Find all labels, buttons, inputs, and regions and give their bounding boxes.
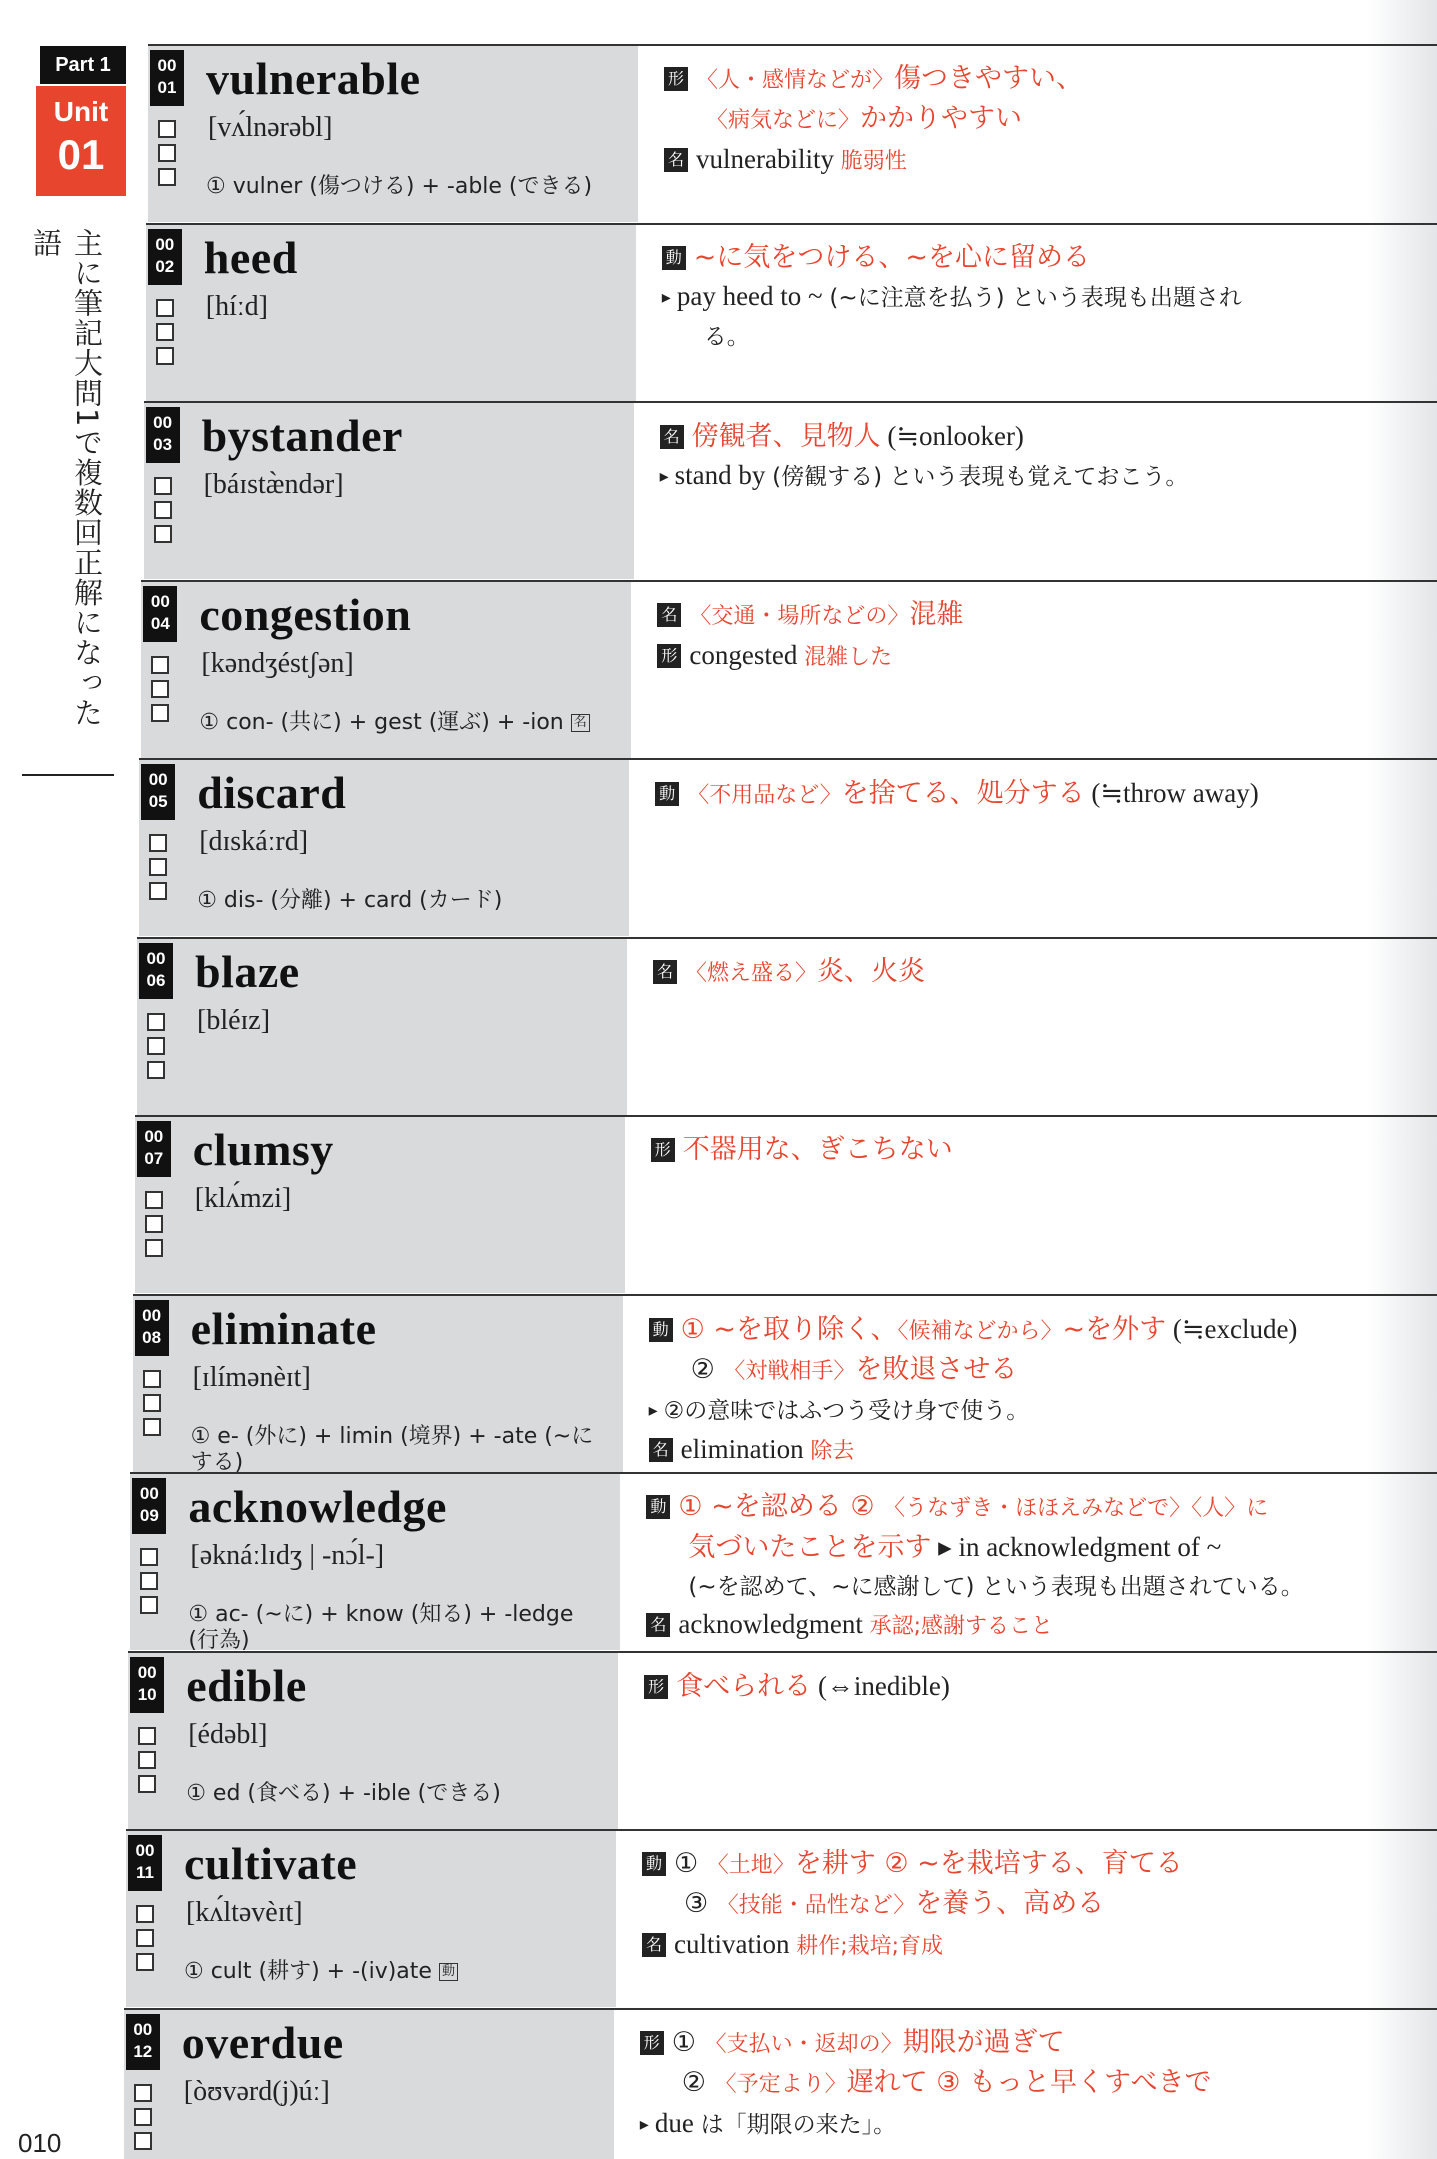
definition-text: 炎、火炎 [817, 955, 926, 987]
etymology-note [206, 174, 626, 200]
checkbox[interactable] [154, 477, 172, 495]
etymology-text: ① dis- (分離) + card (カード) [197, 888, 503, 913]
entry-number-top: 00 [133, 2019, 153, 2039]
definition-line [664, 140, 1437, 181]
definition-line [642, 1925, 1437, 1966]
definition-text: ▸ in acknowledgment of ~ [931, 1532, 1222, 1562]
definition-text: stand by [674, 460, 773, 490]
checkbox[interactable] [143, 1370, 161, 1388]
headword: cultivate [184, 1838, 358, 1889]
pronunciation: [vʌ́lnərəbl] [208, 112, 333, 143]
entry-number-bottom: 12 [133, 2041, 153, 2061]
checkbox[interactable] [138, 1751, 156, 1769]
checkbox[interactable] [145, 1239, 163, 1257]
definition-text: ② [681, 2066, 715, 2098]
vocab-entry [144, 401, 1437, 579]
etymology-text: ① e- (外に) + limin (境界) + -ate (~にする) [190, 1423, 594, 1475]
pronunciation: [ɪlímənèɪt] [192, 1361, 311, 1393]
definition-text: 除去 [810, 1438, 855, 1464]
part-label: Part 1 [40, 46, 126, 84]
checkbox-group [143, 1370, 163, 1442]
definition-line [642, 1885, 1437, 1925]
checkbox[interactable] [136, 1905, 154, 1923]
checkbox[interactable] [145, 1215, 163, 1233]
definition-line [657, 636, 1437, 677]
checkbox[interactable] [136, 1953, 154, 1971]
pronunciation: [báɪstæ̀ndər] [203, 469, 344, 500]
definition-text: 〈対戦相手〉 [723, 1358, 856, 1384]
definition-text: pay heed to ~ [676, 280, 830, 311]
pos-tag: 動 [439, 1963, 458, 1981]
entry-number-top: 00 [137, 1662, 157, 1682]
definitions [651, 1131, 1437, 1169]
definitions [644, 1667, 1437, 1706]
headword: vulnerable [206, 53, 421, 104]
definition-text: (傍観する) という表現も覚えておこう。 [772, 464, 1189, 490]
entry-number [143, 586, 177, 642]
pronunciation: [əknáːlɪdʒ | -nɔ́l-] [190, 1540, 385, 1571]
definitions [640, 2024, 1437, 2144]
definition-text: cultivation [674, 1929, 797, 1959]
definition-line [657, 596, 1437, 636]
checkbox[interactable] [136, 1929, 154, 1947]
entry-number [132, 1478, 166, 1534]
definition-text: 耕作;栽培;育成 [796, 1934, 944, 1959]
entry-number-bottom: 03 [153, 435, 173, 454]
entry-number-bottom: 10 [137, 1684, 157, 1704]
definition-text: 承認;感謝すること [869, 1614, 1054, 1639]
pronunciation: [kəndʒéstʃən] [201, 647, 354, 679]
definitions [657, 596, 1437, 677]
vocab-entry [137, 937, 1437, 1115]
definition-text: 不器用な、ぎこちない [682, 1134, 953, 1165]
checkbox[interactable] [151, 704, 169, 722]
definition-line [649, 1391, 1437, 1430]
part-of-speech-badge: 形 [657, 644, 681, 668]
definition-text: 〈人・感情などが〉 [696, 68, 895, 93]
pronunciation: [dɪskáːrd] [199, 826, 309, 857]
headword: clumsy [192, 1124, 334, 1175]
headword: congestion [199, 588, 412, 640]
checkbox[interactable] [134, 2108, 152, 2126]
definition-text: (~に注意を払う) という表現も出題され [829, 284, 1242, 311]
definition-text: 〈燃え盛る〉 [685, 960, 818, 986]
definition-line [664, 100, 1437, 140]
checkbox[interactable] [138, 1775, 156, 1793]
definition-text: 傍観者、見物人 [691, 421, 881, 452]
definition-text: ① ~を取り除く、 [680, 1313, 898, 1345]
checkbox[interactable] [158, 120, 176, 138]
definition-line [664, 60, 1437, 100]
definition-text: due [654, 2107, 701, 2138]
entry-number [126, 2014, 160, 2070]
definition-text: かかりやすい [860, 103, 1023, 134]
checkbox-group [158, 120, 178, 192]
etymology-text: ① cult (耕す) + -(iv)ate [184, 1959, 432, 1984]
definition-text: を耕す ② ~を栽培する、育てる [794, 1848, 1183, 1879]
definition-text: ① ~を認める ② [678, 1491, 884, 1522]
checkbox[interactable] [134, 2132, 152, 2150]
definition-line [662, 239, 1437, 277]
vocab-entry [128, 1651, 1437, 1829]
pronunciation: [bléɪz] [197, 1004, 271, 1036]
part-of-speech-badge: 形 [664, 67, 688, 91]
definition-text: (≒exclude) [1166, 1313, 1298, 1344]
headword: bystander [201, 410, 403, 461]
unit-number: 01 [57, 131, 105, 178]
checkbox[interactable] [147, 1061, 165, 1079]
definition-text: 〈うなずき・ほほえみなどで〉〈人〉に [883, 1496, 1269, 1521]
etymology-text: ① ed (食べる) + -ible (できる) [186, 1780, 501, 1806]
entry-number [148, 229, 182, 285]
checkbox[interactable] [140, 1596, 158, 1614]
entry-number [137, 1121, 171, 1177]
definition-line [649, 1310, 1437, 1351]
entry-number-bottom: 08 [142, 1327, 162, 1347]
entry-number [130, 1657, 164, 1713]
definition-line [646, 1567, 1437, 1605]
etymology-text: ① vulner (傷つける) + -able (できる) [206, 174, 593, 199]
definition-line [642, 1845, 1437, 1885]
entry-number-top: 00 [135, 1841, 155, 1860]
definition-text: congested [689, 639, 805, 670]
definitions [653, 953, 1437, 993]
bullet-triangle-icon: ▸ [661, 286, 671, 308]
definition-line [662, 317, 1437, 355]
definition-text: ② [690, 1353, 724, 1385]
entry-number-top: 00 [155, 234, 175, 254]
checkbox-group [147, 1013, 167, 1085]
checkbox[interactable] [145, 1191, 163, 1209]
vocab-entry [139, 758, 1437, 936]
definition-text: 遅れて ③ もっと早くすべきで [846, 2066, 1212, 2098]
definition-line [649, 1351, 1437, 1391]
definition-text: ~を外す [1062, 1313, 1167, 1345]
definition-line [640, 2104, 1437, 2144]
definition-text: (≒onlooker) [880, 421, 1024, 451]
entry-number-bottom: 01 [157, 78, 177, 97]
entry-number [135, 1300, 169, 1356]
definition-text: (⇔inedible) [811, 1670, 950, 1701]
entry-number-bottom: 05 [148, 792, 168, 811]
vocab-entry [130, 1472, 1437, 1653]
checkbox-group [140, 1548, 160, 1620]
checkbox[interactable] [156, 323, 174, 341]
definitions [649, 1310, 1437, 1471]
definition-text: ① [674, 1848, 707, 1879]
part-of-speech-badge: 名 [653, 960, 677, 984]
part-of-speech-badge: 動 [662, 246, 686, 270]
entry-number [128, 1835, 162, 1891]
checkbox-group [134, 2084, 154, 2156]
unit-label: Unit [53, 96, 109, 127]
part-of-speech-badge: 形 [644, 1675, 668, 1699]
pos-tag: 名 [571, 714, 590, 732]
definition-text: 〈病気などに〉 [706, 108, 861, 133]
part-of-speech-badge: 形 [640, 2031, 664, 2055]
part-of-speech-badge: 動 [649, 1318, 673, 1342]
part-of-speech-badge: 動 [655, 782, 679, 806]
pronunciation: [klʌ́mzi] [194, 1183, 292, 1214]
entry-number-bottom: 02 [155, 256, 175, 276]
checkbox[interactable] [143, 1418, 161, 1436]
checkbox-group [138, 1727, 158, 1799]
entry-number-bottom: 06 [146, 970, 166, 990]
part-of-speech-badge: 名 [660, 425, 684, 449]
checkbox-group [145, 1191, 165, 1263]
part-of-speech-badge: 名 [646, 1613, 670, 1637]
entry-number-bottom: 11 [136, 1863, 154, 1882]
part-of-speech-badge: 名 [642, 1933, 666, 1957]
definition-text: (~を認めて、~に感謝して) という表現も出題されている。 [688, 1574, 1304, 1600]
definition-text: を養う、高める [915, 1888, 1105, 1919]
part-of-speech-badge: 名 [664, 148, 688, 172]
definition-line [660, 417, 1437, 456]
definition-text: 食べられる [676, 1670, 812, 1702]
definition-text: 混雑 [909, 598, 964, 630]
vocab-entry [124, 2008, 1437, 2159]
entry-number-top: 00 [142, 1305, 162, 1325]
checkbox[interactable] [149, 882, 167, 900]
part-of-speech-badge: 動 [646, 1495, 670, 1519]
vocab-entry [135, 1115, 1437, 1293]
part-of-speech-badge: 形 [651, 1138, 675, 1162]
entry-number-top: 00 [148, 770, 168, 789]
entry-number-bottom: 07 [144, 1149, 164, 1168]
definition-text: vulnerability [696, 144, 841, 174]
vocab-entry [133, 1294, 1437, 1475]
definition-text: ① [671, 2026, 705, 2058]
entry-number-top: 00 [157, 56, 177, 75]
pronunciation: [kʌ́ltəvèɪt] [186, 1897, 303, 1928]
pronunciation: [édəbl] [188, 1718, 268, 1750]
definitions [664, 60, 1437, 181]
definition-text: 〈候補などから〉 [897, 1318, 1063, 1344]
page-number: 010 [18, 2128, 62, 2158]
checkbox[interactable] [143, 1394, 161, 1412]
entry-number [141, 764, 175, 820]
vocab-entry [141, 580, 1437, 758]
bullet-triangle-icon: ▸ [648, 1399, 658, 1421]
section-title: 主に筆記大問1で複数回正解になった語 [29, 228, 104, 728]
definition-text: る。 [703, 323, 750, 350]
checkbox-group [149, 834, 169, 906]
checkbox[interactable] [156, 347, 174, 365]
definition-line [646, 1605, 1437, 1646]
entry-number [139, 943, 173, 999]
definition-text: 〈土地〉 [706, 1853, 795, 1878]
checkbox[interactable] [134, 2084, 152, 2102]
part-of-speech-badge: 名 [657, 603, 681, 627]
definition-text: 脆弱性 [840, 149, 907, 174]
definitions [662, 239, 1437, 355]
entry-number-top: 00 [144, 1127, 164, 1146]
definition-text: ~に気をつける、~を心に留める [693, 241, 1091, 273]
headword: heed [203, 231, 298, 283]
entry-number-bottom: 04 [150, 613, 170, 633]
checkbox[interactable] [147, 1037, 165, 1055]
etymology-note [186, 1781, 606, 1807]
part-of-speech-badge: 動 [642, 1852, 666, 1876]
definition-text: ③ [684, 1888, 717, 1919]
etymology-note [191, 1424, 611, 1476]
checkbox[interactable] [158, 168, 176, 186]
definition-line [646, 1528, 1437, 1567]
definition-line [655, 774, 1437, 815]
part-of-speech-badge: 名 [649, 1438, 673, 1462]
definition-text: を捨てる、処分する [841, 778, 1085, 809]
checkbox[interactable] [147, 1013, 165, 1031]
definition-text: acknowledgment [678, 1609, 870, 1639]
definition-text: 〈技能・品性など〉 [716, 1893, 916, 1918]
definition-text: 混雑した [804, 644, 893, 670]
definition-line [640, 2024, 1437, 2064]
definition-text: 傷つきやすい、 [894, 63, 1084, 94]
vocab-entry [146, 223, 1437, 401]
checkbox[interactable] [138, 1727, 156, 1745]
entry-number-top: 00 [146, 948, 166, 968]
pronunciation: [òʊvərd(j)úː] [183, 2075, 330, 2107]
definition-line [653, 953, 1437, 993]
definition-text: elimination [680, 1433, 811, 1464]
bullet-triangle-icon: ▸ [659, 466, 669, 487]
entry-number [146, 407, 180, 463]
entry-number-bottom: 09 [139, 1506, 159, 1525]
definition-line [651, 1131, 1437, 1169]
headword: eliminate [190, 1302, 377, 1354]
definition-line [640, 2064, 1437, 2104]
vocab-entry [148, 44, 1437, 222]
headword: acknowledge [188, 1481, 447, 1532]
definitions [655, 774, 1437, 815]
definition-text: 気づいたことを示す [688, 1532, 932, 1563]
etymology-note [197, 888, 617, 914]
entry-number [150, 50, 184, 106]
definition-text: 〈不用品など〉 [687, 783, 842, 808]
checkbox[interactable] [140, 1548, 158, 1566]
definition-text: (≒throw away) [1084, 778, 1259, 808]
checkbox[interactable] [140, 1572, 158, 1590]
definition-text: 期限が過ぎて [902, 2026, 1065, 2058]
headword: edible [186, 1659, 307, 1711]
vocab-entry [126, 1829, 1437, 2007]
definitions [642, 1845, 1437, 1966]
definition-line [660, 456, 1437, 496]
definition-text: 〈予定より〉 [714, 2071, 847, 2097]
definition-text: 〈支払い・返却の〉 [704, 2031, 903, 2057]
bullet-triangle-icon: ▸ [639, 2113, 649, 2135]
etymology-text: ① con- (共に) + gest (運ぶ) + -ion [199, 709, 564, 735]
entry-number-top: 00 [153, 413, 173, 432]
definition-line [646, 1488, 1437, 1528]
checkbox[interactable] [151, 656, 169, 674]
definition-line [644, 1667, 1437, 1706]
checkbox-group [156, 299, 176, 371]
headword: blaze [195, 945, 300, 997]
headword: overdue [181, 2016, 344, 2068]
etymology-note [188, 1602, 608, 1654]
definition-text: ②の意味ではふつう受け身で使う。 [663, 1397, 1030, 1424]
checkbox[interactable] [149, 834, 167, 852]
checkbox[interactable] [154, 525, 172, 543]
checkbox[interactable] [156, 299, 174, 317]
checkbox-group [154, 477, 174, 549]
etymology-note [184, 1959, 604, 1985]
headword: discard [197, 767, 347, 818]
pronunciation: [híːd] [205, 290, 269, 322]
definition-text: 〈交通・場所などの〉 [689, 603, 910, 629]
etymology-text: ① ac- (~に) + know (知る) + -ledge (行為) [188, 1602, 574, 1653]
definition-line [662, 277, 1437, 317]
checkbox-group [151, 656, 171, 728]
entry-number-top: 00 [150, 591, 170, 611]
checkbox[interactable] [151, 680, 169, 698]
checkbox[interactable] [149, 858, 167, 876]
etymology-note [199, 710, 619, 736]
definitions [660, 417, 1437, 496]
checkbox[interactable] [154, 501, 172, 519]
definition-text: は「期限の来た」。 [700, 2111, 897, 2138]
checkbox-group [136, 1905, 156, 1977]
definitions [646, 1488, 1437, 1646]
definition-line [649, 1430, 1437, 1471]
definition-text: を敗退させる [855, 1353, 1018, 1385]
checkbox[interactable] [158, 144, 176, 162]
entry-number-top: 00 [139, 1484, 159, 1503]
